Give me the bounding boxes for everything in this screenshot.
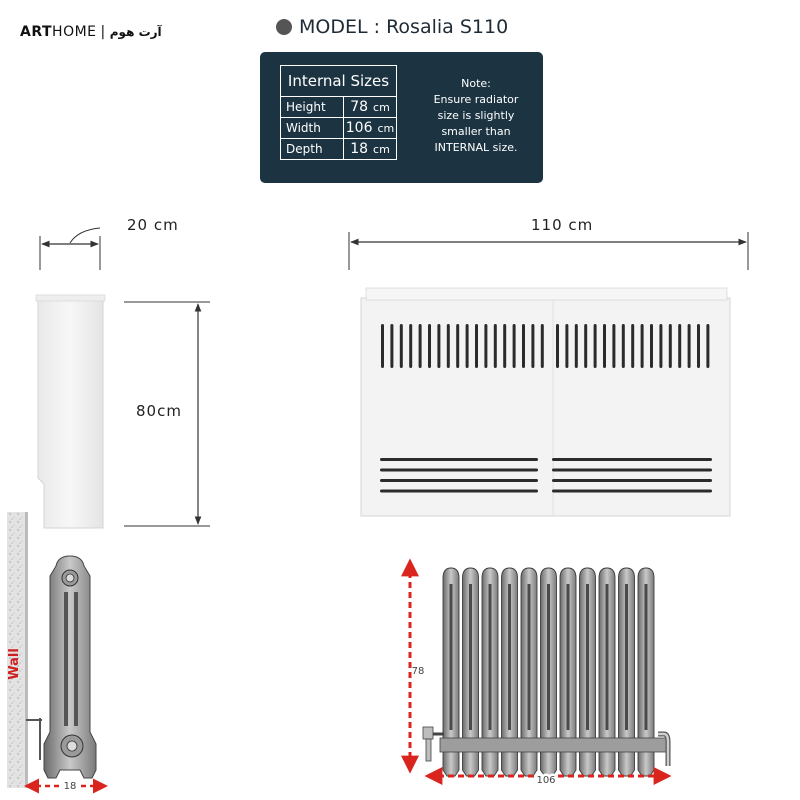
vent-slot [390, 324, 393, 368]
fin-groove [567, 584, 570, 730]
vent-slot [475, 324, 478, 368]
vent-slot [552, 490, 712, 493]
vent-slot [556, 324, 559, 368]
vent-slot [381, 324, 384, 368]
vent-slot [437, 324, 440, 368]
vent-slot [503, 324, 506, 368]
fin-groove [645, 584, 648, 730]
vent-slot [522, 324, 525, 368]
value-number: 78 [350, 99, 369, 115]
fin-groove [489, 584, 492, 730]
vent-slot [428, 324, 431, 368]
cover-depth-label: 20 cm [127, 216, 179, 234]
vent-slot [594, 324, 597, 368]
vent-slot [541, 324, 544, 368]
vent-slot [409, 324, 412, 368]
vent-slot [575, 324, 578, 368]
note-line: Ensure radiator [433, 93, 519, 106]
brand-light: HOME [52, 24, 97, 40]
radiator-height-label: 78 [411, 666, 425, 677]
row-label: Depth [281, 139, 344, 159]
vent-slot [456, 324, 459, 368]
side-view-cover [36, 228, 210, 528]
fin-groove [606, 584, 609, 730]
fin-groove [586, 584, 589, 730]
vent-slot [706, 324, 709, 368]
fin-groove [625, 584, 628, 730]
wall-label: Wall [7, 648, 22, 680]
vent-slot [688, 324, 691, 368]
vent-slot [380, 479, 538, 482]
vent-slot [494, 324, 497, 368]
vent-slot [584, 324, 587, 368]
vent-slot [531, 324, 534, 368]
brand-persian: آرت هوم [109, 25, 162, 39]
front-radiator [410, 562, 668, 776]
row-label: Width [281, 118, 344, 138]
value-unit: cm [373, 143, 390, 156]
vent-slot [552, 479, 712, 482]
vent-slot [380, 490, 538, 493]
vent-slot [612, 324, 615, 368]
vent-slot [447, 324, 450, 368]
value-number: 18 [350, 141, 369, 157]
note-line: INTERNAL size. [434, 141, 518, 154]
model-colon: : [373, 16, 381, 38]
value-unit: cm [377, 122, 395, 135]
vent-slot [697, 324, 700, 368]
radiator-width-label: 106 [536, 775, 556, 786]
brand-separator: | [100, 24, 106, 40]
vent-slot [631, 324, 634, 368]
fin-groove [508, 584, 511, 730]
value-unit: cm [373, 101, 390, 114]
vent-slot [419, 324, 422, 368]
value-number: 106 [345, 120, 373, 136]
vent-slot [603, 324, 606, 368]
vent-slot [622, 324, 625, 368]
model-name: Rosalia S110 [386, 16, 509, 38]
vent-slot [484, 324, 487, 368]
vent-slot [678, 324, 681, 368]
vent-slot [659, 324, 662, 368]
vent-slot [552, 458, 712, 461]
vent-slot [641, 324, 644, 368]
vent-slot [669, 324, 672, 368]
note-line: Note: [461, 77, 491, 90]
front-view-cover [349, 232, 748, 516]
fin-groove [450, 584, 453, 730]
vent-slot [380, 469, 538, 472]
fin-groove [528, 584, 531, 730]
internal-sizes-title: Internal Sizes [281, 66, 396, 97]
note-line: size is slightly [437, 109, 515, 122]
cover-width-label: 110 cm [531, 216, 594, 234]
brand-bold: ART [20, 24, 53, 40]
fin-groove [547, 584, 550, 730]
vent-slot [400, 324, 403, 368]
fin-groove [469, 584, 472, 730]
vent-slot [466, 324, 469, 368]
vent-slot [380, 458, 538, 461]
vent-slot [650, 324, 653, 368]
vent-slot [513, 324, 516, 368]
side-radiator-depth-label: 18 [63, 781, 77, 792]
note-line: smaller than [441, 125, 511, 138]
vent-slot [565, 324, 568, 368]
cover-height-label: 80cm [136, 402, 182, 420]
model-prefix: MODEL [299, 16, 368, 38]
row-label: Height [281, 97, 344, 117]
vent-slot [552, 469, 712, 472]
